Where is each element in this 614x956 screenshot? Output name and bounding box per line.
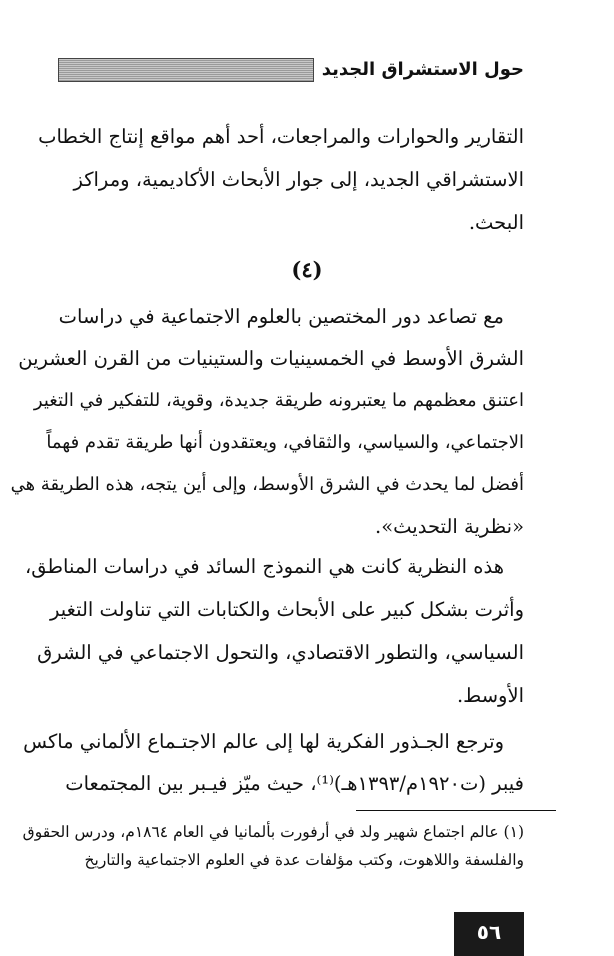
text-line: أفضل لما يحدث في الشرق الأوسط، وإلى أين يتجه، هذه الطريقة هي <box>10 474 524 495</box>
text-line: الشرق الأوسط في الخمسينيات والستينيات من القرن العشرين <box>18 347 524 370</box>
text-line: هذه النظرية كانت هي النموذج السائد في دراسات المناطق، <box>24 555 504 578</box>
text-line: وترجع الجـذور الفكرية لها إلى عالم الاجتـماع الألماني ماكس <box>23 730 504 753</box>
page-number: ٥٦ <box>454 912 524 956</box>
text-line: السياسي، والتطور الاقتصادي، والتحول الاجتماعي في الشرق <box>37 641 524 664</box>
footnote-separator <box>356 810 556 811</box>
running-header-title: حول الاستشراق الجديد <box>321 59 524 80</box>
text-line: الاستشراقي الجديد، إلى جوار الأبحاث الأكاديمية، ومراكز <box>73 168 524 191</box>
footnote-line: (١) عالم اجتماع شهير ولد في أرفورت بألمانيا في العام ١٨٦٤م، ودرس الحقوق <box>22 823 524 841</box>
text-line: الأوسط. <box>456 684 524 707</box>
text-line: مع تصاعد دور المختصين بالعلوم الاجتماعية في دراسات <box>58 305 504 328</box>
text-line: التقارير والحوارات والمراجعات، أحد أهم مواقع إنتاج الخطاب <box>38 125 524 148</box>
text-line: اعتنق معظمهم ما يعتبرونه طريقة جديدة، وقوية، للتفكير في التغير <box>33 390 524 411</box>
text-line: «نظرية التحديث». <box>375 515 524 538</box>
text-line: وأثرت بشكل كبير على الأبحاث والكتابات التي تناولت التغير <box>50 598 524 621</box>
footnote-line: والفلسفة واللاهوت، وكتب مؤلفات عدة في العلوم الاجتماعية والتاريخ <box>84 851 524 869</box>
text-line: فيبر (ت١٩٢٠م/١٣٩٣هـ)⁽¹⁾، حيث ميّز فيـبر بين المجتمعات <box>65 772 524 795</box>
text-line: الاجتماعي، والسياسي، والثقافي، ويعتقدون أنها طريقة تقدم فهماً <box>46 432 524 453</box>
text-line: البحث. <box>468 211 524 234</box>
running-header <box>58 58 524 82</box>
header-rule-bar <box>58 58 314 82</box>
section-number: (٤) <box>291 257 323 282</box>
